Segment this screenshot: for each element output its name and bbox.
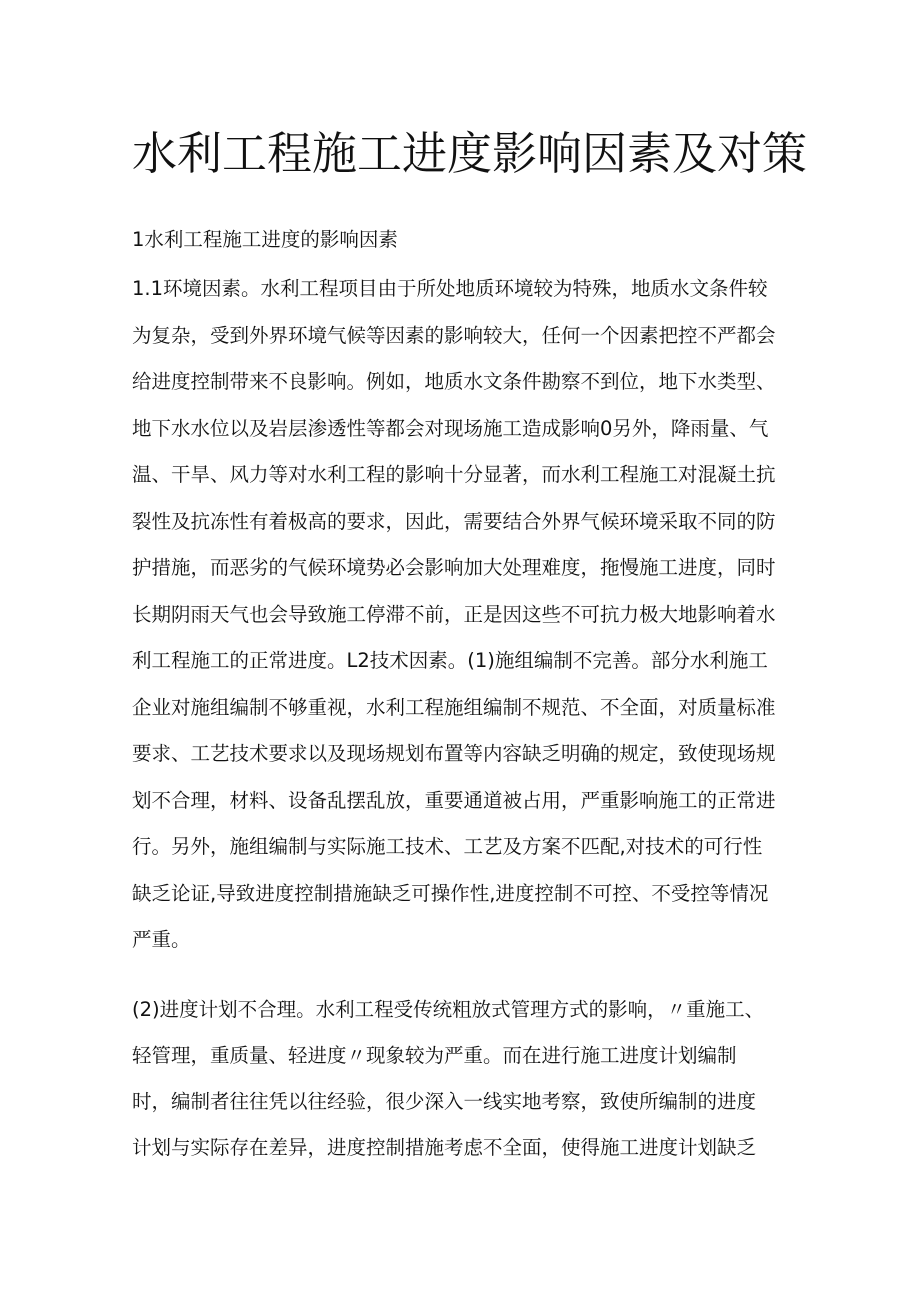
paragraph-line: 长期阴雨天气也会导致施工停滞不前，正是因这些不可抗力极大地影响着水 [132, 602, 776, 626]
paragraph-line: 缺乏论证,导致进度控制措施缺乏可操作性,进度控制不可控、不受控等情况 [132, 881, 769, 905]
paragraph-line: 严重。 [132, 928, 191, 951]
paragraph-line: 给进度控制带来不良影响。例如，地质水文条件勘察不到位，地下水类型、 [132, 370, 776, 393]
paragraph-line: 要求、工艺技术要求以及现场规划布置等内容缺乏明确的规定，致使现场规 [132, 742, 776, 765]
paragraph-line: 护措施，而恶劣的气候环境势必会影响加大处理难度，拖慢施工进度，同时 [132, 556, 776, 579]
paragraph-line: 轻管理，重质量、轻进度〃现象较为严重。而在进行施工进度计划编制 [132, 1044, 737, 1067]
paragraph-line: 温、干旱、风力等对水利工程的影响十分显著，而水利工程施工对混凝土抗 [132, 463, 776, 486]
paragraph-line: 1.1环境因素。水利工程项目由于所处地质环境较为特殊，地质水文条件较 [132, 277, 768, 300]
paragraph-environment-technical-factors [132, 266, 797, 964]
paragraph-line: 企业对施组编制不够重视，水利工程施组编制不规范、不全面，对质量标准 [132, 695, 776, 719]
paragraph-line: 行。另外，施组编制与实际施工技术、工艺及方案不匹配,对技术的可行性 [132, 835, 763, 858]
paragraph-line: 地下水水位以及岩层渗透性等都会对现场施工造成影响0另外，降雨量、气 [132, 416, 769, 440]
paragraph-line: 裂性及抗冻性有着极高的要求，因此，需要结合外界气候环境采取不同的防 [132, 509, 776, 533]
document-title: 水利工程施工进度影响因素及对策 [132, 127, 808, 180]
paragraph-line: 利工程施工的正常进度。L2技术因素。(1)施组编制不完善。部分水利施工 [132, 649, 768, 672]
paragraph-line: 时，编制者往往凭以往经验，很少深入一线实地考察，致使所编制的进度 [132, 1090, 757, 1113]
paragraph-schedule-plan [132, 987, 797, 1171]
paragraph-line: 计划与实际存在差异，进度控制措施考虑不全面，使得施工进度计划缺乏 [132, 1136, 757, 1159]
paragraph-line: 划不合理，材料、设备乱摆乱放，重要通道被占用，严重影响施工的正常进 [132, 788, 776, 812]
paragraph-line: 为复杂，受到外界环境气候等因素的影响较大，任何一个因素把控不严都会 [132, 323, 776, 347]
paragraph-line: (2)进度计划不合理。水利工程受传统粗放式管理方式的影响，〃重施工、 [132, 998, 765, 1021]
section-heading: 1水利工程施工进度的影响因素 [132, 228, 398, 251]
